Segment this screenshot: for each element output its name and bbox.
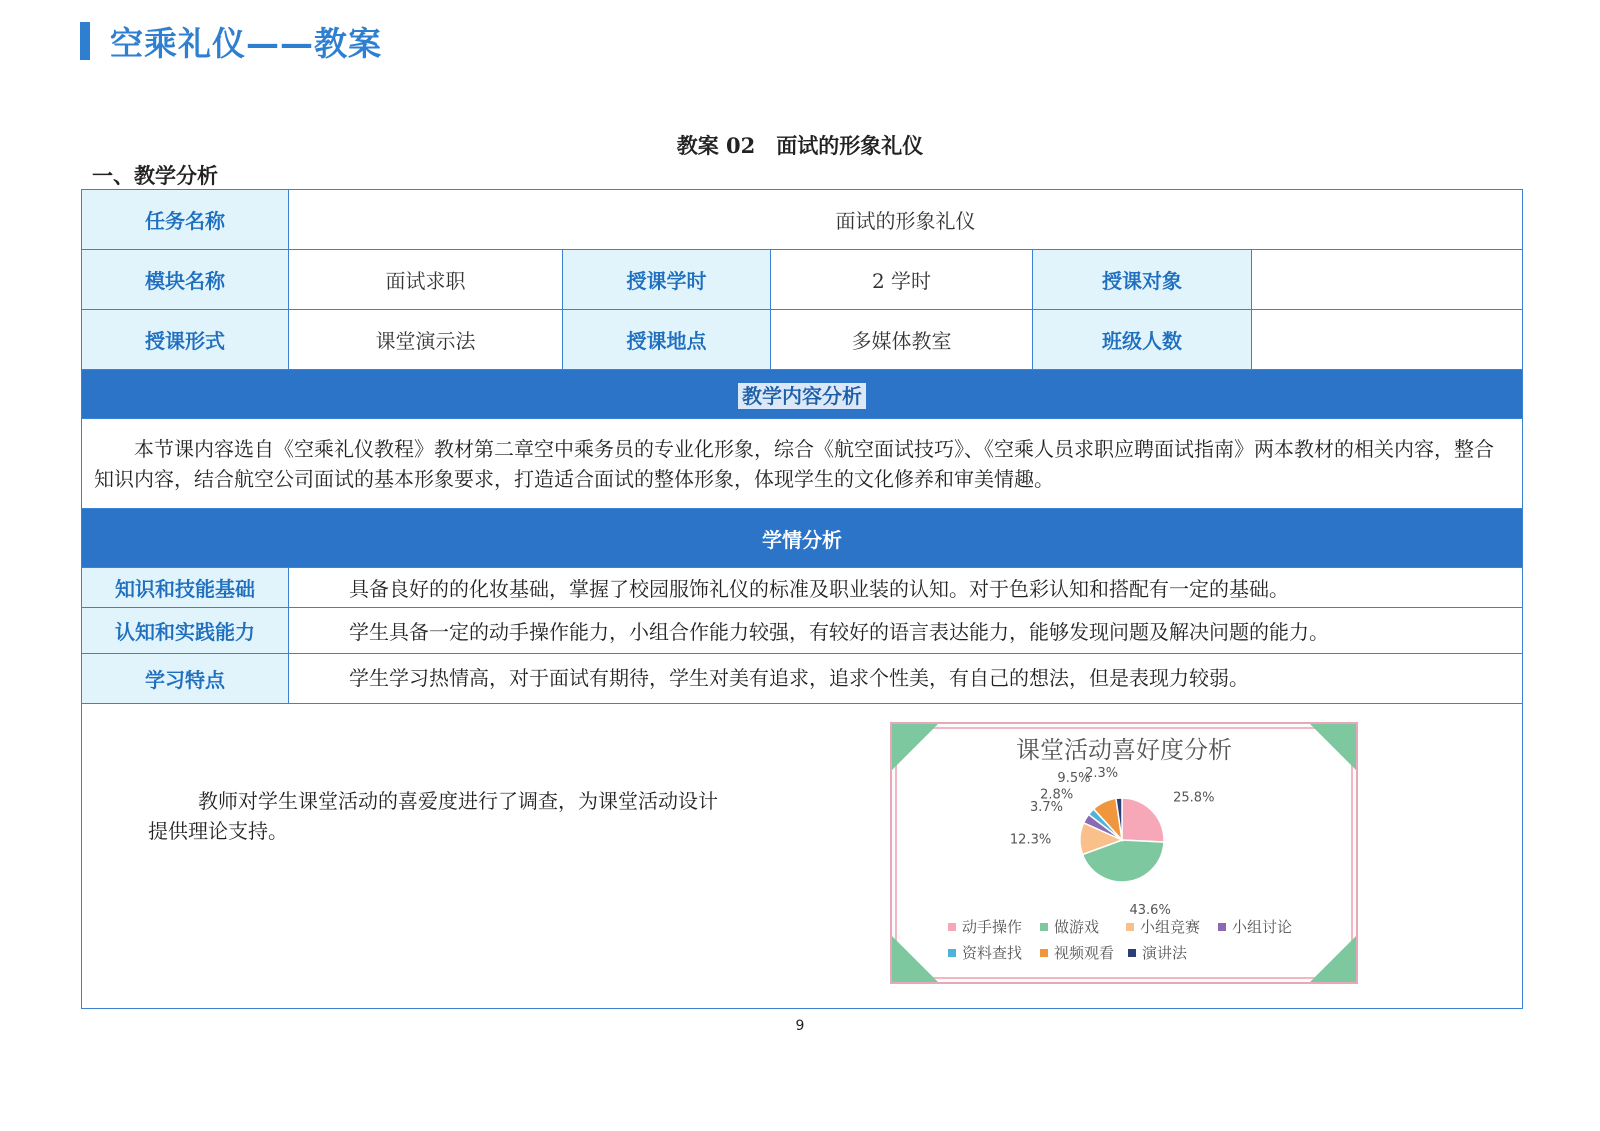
section-title: 一、教学分析 — [92, 163, 218, 188]
pie-slices — [1080, 798, 1164, 882]
header-accent-bar — [80, 22, 90, 60]
legend-label-5: 资料查找 — [962, 944, 1023, 962]
page-number: 9 — [795, 1018, 805, 1034]
content-analysis-title: 教学内容分析 — [738, 383, 866, 409]
learning-traits-label: 学习特点 — [82, 654, 289, 704]
class-size-value — [1252, 310, 1523, 370]
chart-frame — [890, 722, 1358, 984]
legend-swatch-3 — [1126, 923, 1134, 931]
content-analysis-header — [82, 370, 1523, 419]
teaching-place-value: 多媒体教室 — [771, 310, 1033, 370]
pie-label-1: 25.8% — [1173, 790, 1215, 806]
learning-traits-text: 学生学习热情高，对于面试有期待，学生对美有追求，追求个性美，有自己的想法，但是表现力较弱。 — [289, 654, 1523, 704]
document-title: 教案 02 面试的形象礼仪 — [676, 133, 924, 158]
cognitive-practice-text: 学生具备一定的动手操作能力，小组合作能力较强，有较好的语言表达能力，能够发现问题及解决问题的能力。 — [289, 608, 1523, 654]
task-name-value: 面试的形象礼仪 — [289, 190, 1523, 250]
survey-cell — [82, 704, 1523, 1009]
legend-label-4: 小组讨论 — [1232, 918, 1293, 936]
class-size-label: 班级人数 — [1033, 310, 1252, 370]
legend-label-6: 视频观看 — [1054, 944, 1115, 962]
module-name-value: 面试求职 — [289, 250, 563, 310]
legend-swatch-2 — [1040, 923, 1048, 931]
lesson-plan-table — [81, 189, 1523, 1009]
legend-swatch-1 — [948, 923, 956, 931]
pie-label-6: 9.5% — [1057, 771, 1091, 787]
pie-label-5: 2.8% — [1040, 787, 1074, 803]
pie-label-4: 3.7% — [1029, 799, 1064, 815]
module-name-label: 模块名称 — [82, 250, 289, 310]
content-analysis-text: 本节课内容选自《空乘礼仪教程》教材第二章空中乘务员的专业化形象，综合《航空面试技巧》、《空乘人员求职应聘面试指南》两本教材的相关内容，整合知识内容，结合航空公司面试的基本形象要求，打造适合面试的整体形象，体现学生的文化修养和审美情趣。 — [82, 419, 1523, 509]
legend-label-1: 动手操作 — [962, 918, 1023, 936]
pie-chart — [890, 722, 1358, 984]
teaching-form-value: 课堂演示法 — [289, 310, 563, 370]
legend-label-2: 做游戏 — [1054, 918, 1100, 936]
task-name-label: 任务名称 — [82, 190, 289, 250]
legend-label-7: 演讲法 — [1142, 944, 1188, 962]
cognitive-practice-label: 认知和实践能力 — [82, 608, 289, 654]
teaching-hours-label: 授课学时 — [563, 250, 771, 310]
legend-swatch-6 — [1040, 949, 1048, 957]
pie-label-2: 43.6% — [1129, 903, 1171, 919]
audience-value — [1252, 250, 1523, 310]
knowledge-skill-text: 具备良好的的化妆基础，掌握了校园服饰礼仪的标准及职业装的认知。对于色彩认知和搭配有一定的基础。 — [289, 568, 1523, 608]
legend-swatch-7 — [1128, 949, 1136, 957]
survey-text: 教师对学生课堂活动的喜爱度进行了调查，为课堂活动设计提供理论支持。 — [148, 789, 718, 843]
legend-swatch-4 — [1218, 923, 1226, 931]
knowledge-skill-label: 知识和技能基础 — [82, 568, 289, 608]
header-title: 空乘礼仪——教案 — [110, 23, 382, 63]
legend-swatch-5 — [948, 949, 956, 957]
student-analysis-header: 学情分析 — [82, 509, 1523, 568]
page-header — [80, 20, 382, 62]
teaching-hours-value: 2 学时 — [771, 250, 1033, 310]
legend-label-3: 小组竞赛 — [1140, 918, 1201, 936]
pie-label-7: 2.3% — [1085, 765, 1119, 781]
teaching-place-label: 授课地点 — [563, 310, 771, 370]
audience-label: 授课对象 — [1033, 250, 1252, 310]
teaching-form-label: 授课形式 — [82, 310, 289, 370]
chart-title: 课堂活动喜好度分析 — [1016, 736, 1232, 764]
pie-label-3: 12.3% — [1009, 832, 1052, 848]
